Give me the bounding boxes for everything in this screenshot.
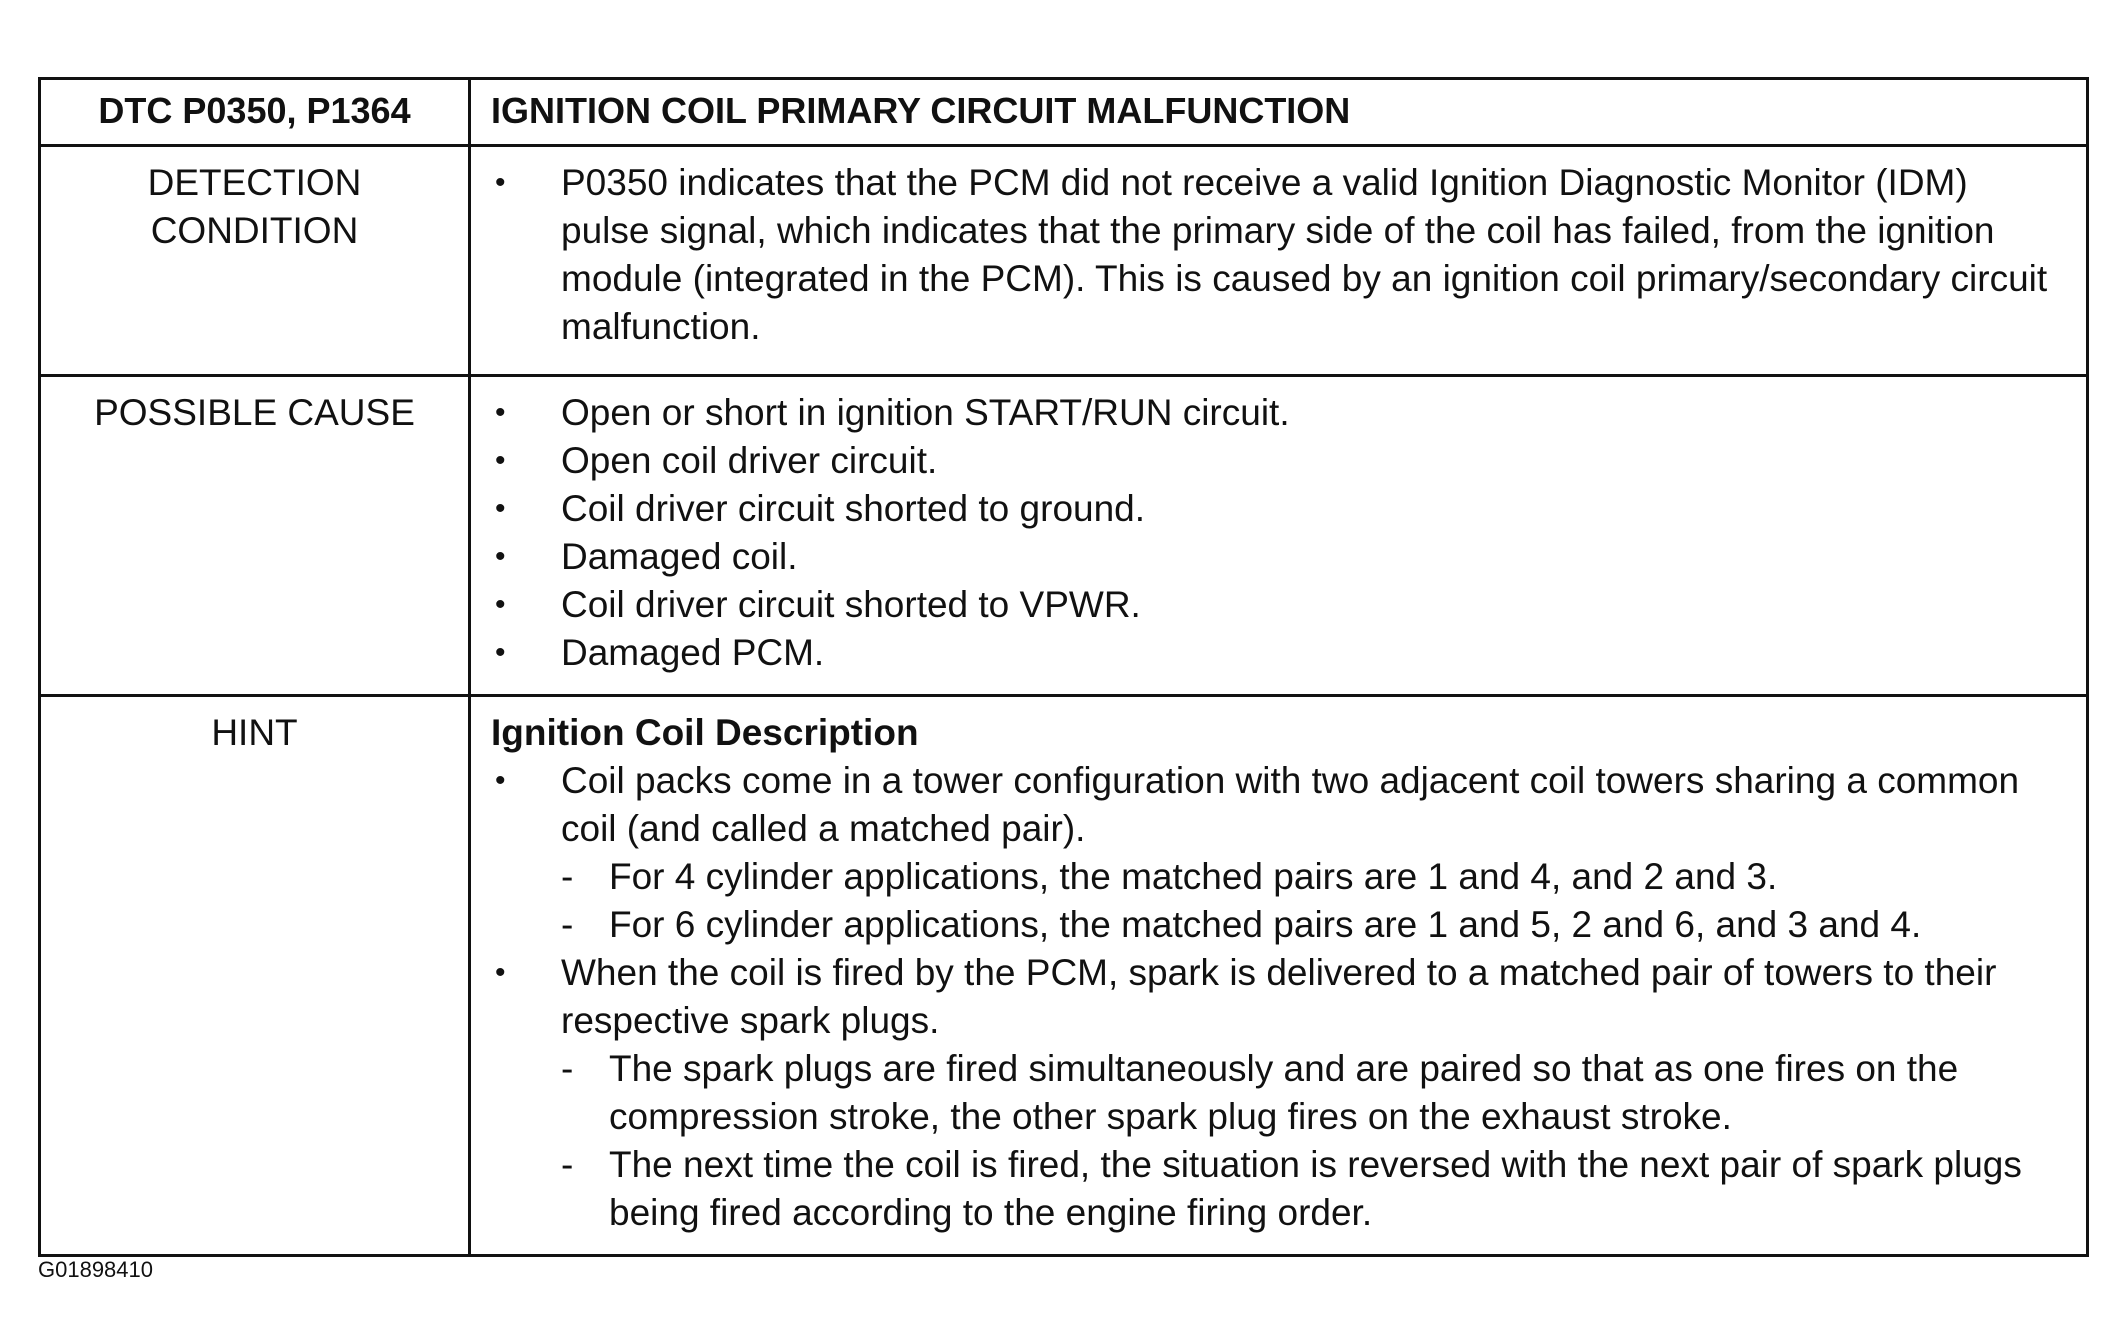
hint-label: HINT <box>40 696 470 1256</box>
bullet-icon: • <box>495 636 506 669</box>
list-item <box>561 853 2066 901</box>
detection-label: DETECTION CONDITION <box>40 146 470 376</box>
hint-sublist <box>561 853 2066 949</box>
detection-item-text: P0350 indicates that the PCM did not receive a valid Ignition Diagnostic Monitor (IDM) pulse signal, which indicates that the primary side of the coil has failed, from the ignition module (integrated in the PCM). This is caused by an ignition coil primary/secondary circuit malfunction. <box>561 162 2048 347</box>
hint-item-text: When the coil is fired by the PCM, spark is delivered to a matched pair of towers to their respective spark plugs. <box>561 952 1997 1041</box>
bullet-icon: • <box>495 588 506 621</box>
bullet-icon: • <box>495 166 506 199</box>
dash-icon: - <box>561 1048 574 1089</box>
hint-sublist <box>561 1045 2066 1237</box>
bullet-icon: • <box>495 492 506 525</box>
hint-subitem-text: The next time the coil is fired, the situation is reversed with the next pair of spark plugs being fired according to the engine firing order. <box>609 1144 2022 1233</box>
bullet-icon: • <box>495 764 506 797</box>
hint-subitem-text: The spark plugs are fired simultaneously and are paired so that as one fires on the compression stroke, the other spark plug fires on the exhaust stroke. <box>609 1048 1959 1137</box>
dtc-title: IGNITION COIL PRIMARY CIRCUIT MALFUNCTION <box>470 79 2088 146</box>
list-item <box>491 389 2066 437</box>
detection-row <box>40 146 2088 376</box>
cause-item-text: Damaged PCM. <box>561 632 825 673</box>
possible-cause-row <box>40 376 2088 696</box>
hint-title: Ignition Coil Description <box>491 712 919 753</box>
list-item <box>491 629 2066 677</box>
detection-content <box>470 146 2088 376</box>
list-item <box>491 949 2066 1237</box>
list-item <box>491 581 2066 629</box>
cause-item-text: Coil driver circuit shorted to VPWR. <box>561 584 1141 625</box>
bullet-icon: • <box>495 444 506 477</box>
list-item <box>561 901 2066 949</box>
list-item <box>491 757 2066 949</box>
list-item <box>491 533 2066 581</box>
list-item <box>561 1141 2066 1237</box>
dtc-table <box>38 77 2089 1257</box>
cause-item-text: Open or short in ignition START/RUN circuit. <box>561 392 1290 433</box>
cause-item-text: Coil driver circuit shorted to ground. <box>561 488 1146 529</box>
bullet-icon: • <box>495 396 506 429</box>
dash-icon: - <box>561 1144 574 1185</box>
hint-content <box>470 696 2088 1256</box>
cause-item-text: Open coil driver circuit. <box>561 440 938 481</box>
possible-cause-list <box>491 389 2066 677</box>
dash-icon: - <box>561 904 574 945</box>
bullet-icon: • <box>495 956 506 989</box>
hint-item-text: Coil packs come in a tower configuration with two adjacent coil towers sharing a common coil (and called a matched pair). <box>561 760 2020 849</box>
figure-code: G01898410 <box>38 1257 153 1282</box>
dtc-code: DTC P0350, P1364 <box>40 79 470 146</box>
detection-list <box>491 159 2066 351</box>
hint-list <box>491 757 2066 1237</box>
cause-item-text: Damaged coil. <box>561 536 798 577</box>
hint-row <box>40 696 2088 1256</box>
hint-subitem-text: For 6 cylinder applications, the matched pairs are 1 and 5, 2 and 6, and 3 and 4. <box>609 904 1922 945</box>
header-row <box>40 79 2088 146</box>
list-item <box>561 1045 2066 1141</box>
hint-subitem-text: For 4 cylinder applications, the matched pairs are 1 and 4, and 2 and 3. <box>609 856 1778 897</box>
possible-cause-content <box>470 376 2088 696</box>
list-item <box>491 485 2066 533</box>
list-item <box>491 159 2066 351</box>
dash-icon: - <box>561 856 574 897</box>
list-item <box>491 437 2066 485</box>
possible-cause-label: POSSIBLE CAUSE <box>40 376 470 696</box>
bullet-icon: • <box>495 540 506 573</box>
